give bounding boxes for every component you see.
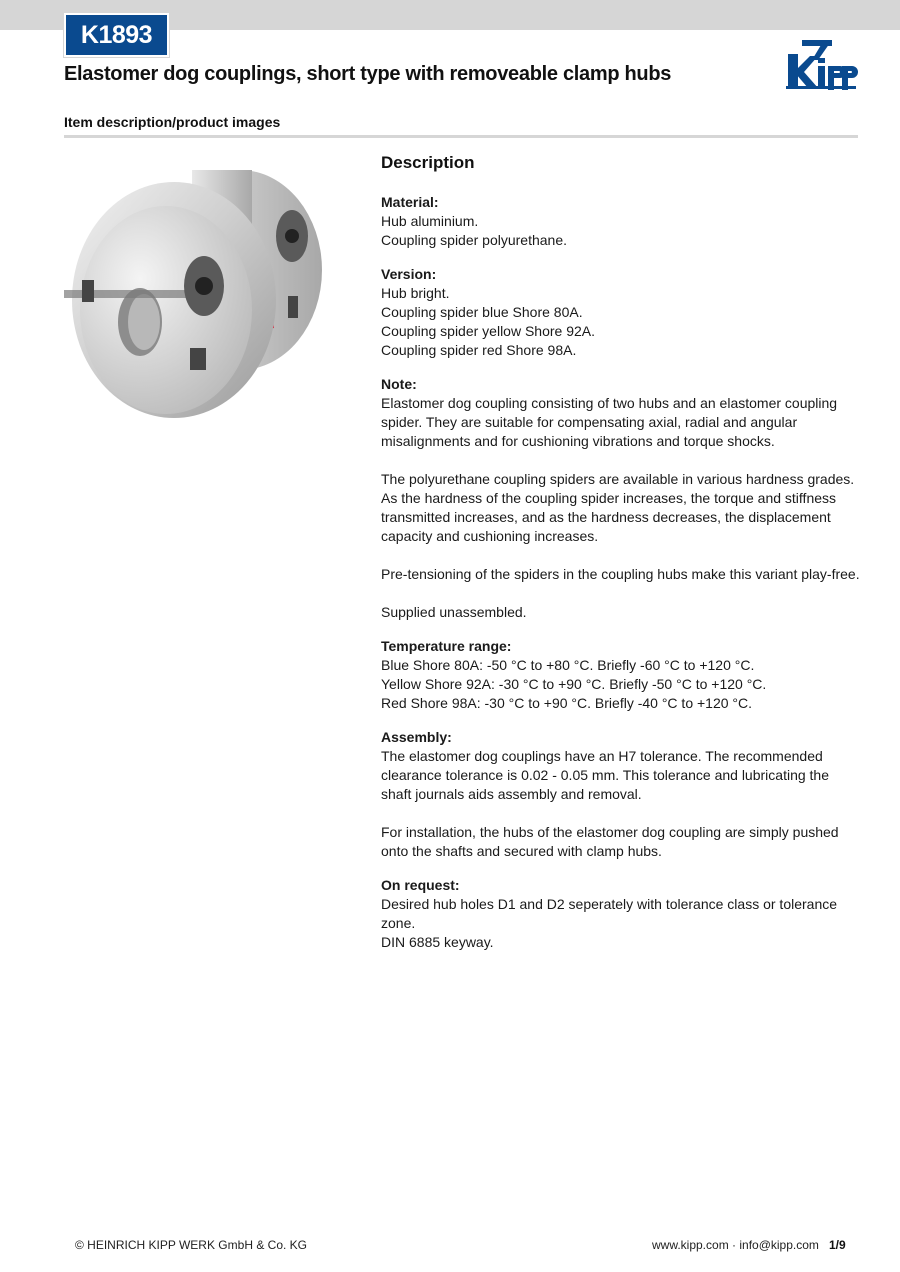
version-line: Coupling spider blue Shore 80A. <box>381 304 583 320</box>
note-block <box>381 375 861 622</box>
assembly-paragraph: For installation, the hubs of the elastomer dog coupling are simply pushed onto the shafts and secured with clamp hubs. <box>381 824 839 859</box>
item-number-badge: K1893 <box>64 13 169 57</box>
page-title: Elastomer dog couplings, short type with removeable clamp hubs <box>64 63 672 85</box>
footer-contact: www.kipp.com · info@kipp.com <box>652 1238 819 1252</box>
temperature-label: Temperature range: <box>381 638 512 654</box>
version-label: Version: <box>381 266 437 282</box>
assembly-paragraph: The elastomer dog couplings have an H7 tolerance. The recommended clearance tolerance is 0.02 - 0.05 mm. This tolerance and lubricating the shaft journals aids assembly and removal. <box>381 748 829 802</box>
version-line: Hub bright. <box>381 285 450 301</box>
assembly-label: Assembly: <box>381 729 452 745</box>
note-paragraph: Elastomer dog coupling consisting of two hubs and an elastomer coupling spider. They are suitable for compensating axial, radial and angular misalignments and for cushioning vibrations and torque shocks. <box>381 395 838 449</box>
version-line: Coupling spider yellow Shore 92A. <box>381 323 596 339</box>
assembly-block <box>381 728 861 861</box>
material-label: Material: <box>381 194 439 210</box>
temperature-block <box>381 637 861 713</box>
on-request-label: On request: <box>381 877 460 893</box>
section-heading: Item description/product images <box>64 114 281 130</box>
section-divider <box>64 135 858 138</box>
product-image <box>62 150 324 430</box>
note-label: Note: <box>381 376 417 392</box>
temperature-line: Blue Shore 80A: -50 °C to +80 °C. Briefly -60 °C to +120 °C. <box>381 657 755 673</box>
material-line: Coupling spider polyurethane. <box>381 232 568 248</box>
description-title: Description <box>381 153 475 172</box>
temperature-line: Yellow Shore 92A: -30 °C to +90 °C. Briefly -50 °C to +120 °C. <box>381 676 767 692</box>
material-block <box>381 193 861 250</box>
version-line: Coupling spider red Shore 98A. <box>381 342 577 358</box>
material-line: Hub aluminium. <box>381 213 479 229</box>
temperature-line: Red Shore 98A: -30 °C to +90 °C. Briefly -40 °C to +120 °C. <box>381 695 753 711</box>
on-request-block <box>381 876 861 952</box>
note-paragraph: The polyurethane coupling spiders are available in various hardness grades. As the hardness of the coupling spider increases, the torque and stiffness transmitted increases, and as the hardness decreases, the displacement capacity and cushioning increases. <box>381 471 855 544</box>
kipp-logo <box>784 38 858 92</box>
on-request-line: Desired hub holes D1 and D2 seperately with tolerance class or tolerance zone. <box>381 896 838 931</box>
version-block <box>381 265 861 360</box>
page-number: 1/9 <box>829 1238 846 1252</box>
on-request-line: DIN 6885 keyway. <box>381 934 494 950</box>
note-paragraph: Supplied unassembled. <box>381 604 527 620</box>
footer-copyright: © HEINRICH KIPP WERK GmbH & Co. KG <box>75 1238 307 1252</box>
note-paragraph: Pre-tensioning of the spiders in the coupling hubs make this variant play-free. <box>381 566 860 582</box>
description-content <box>381 153 861 967</box>
